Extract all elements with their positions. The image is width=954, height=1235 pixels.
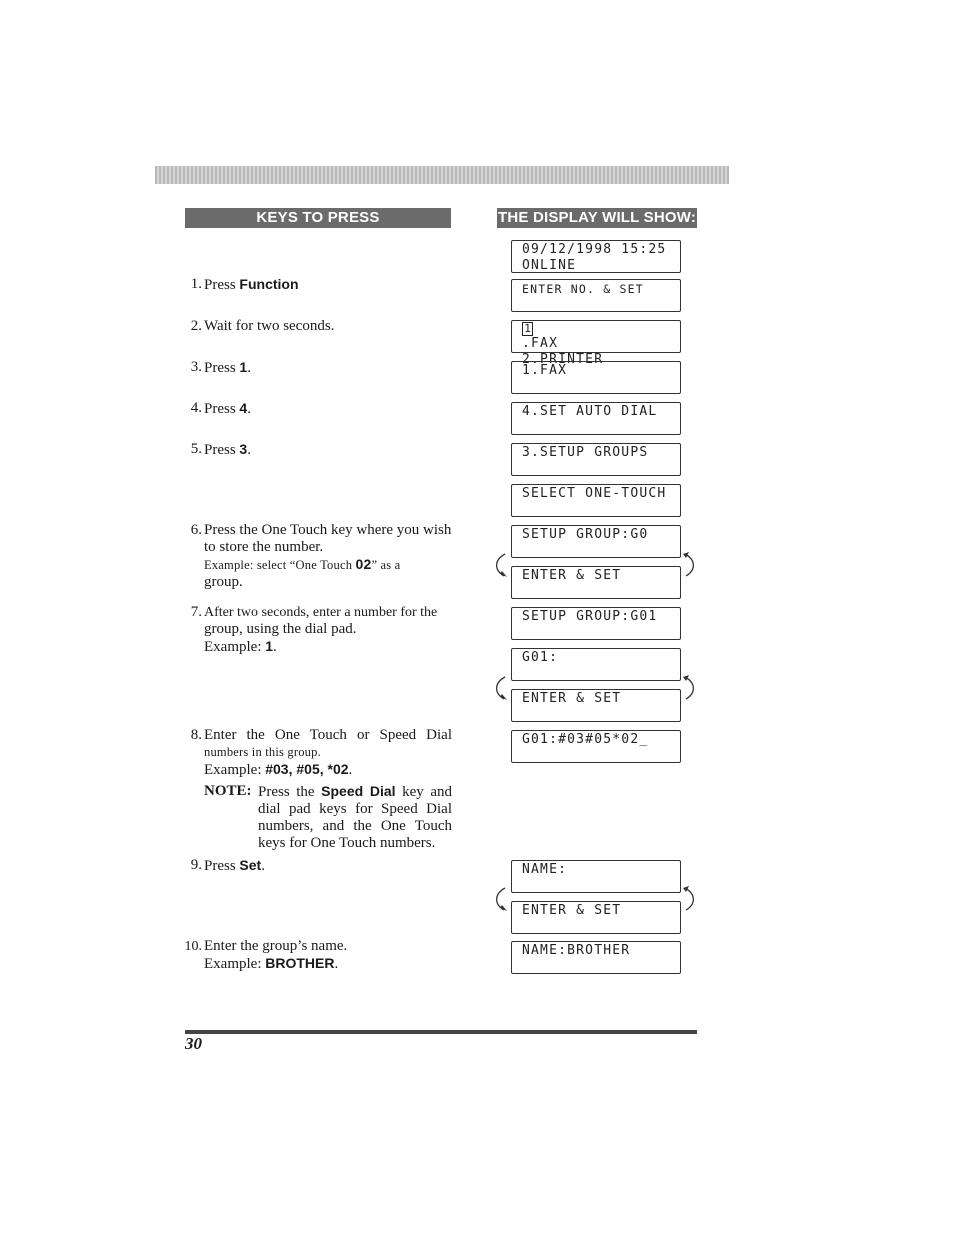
- step-1: 1. Press Function: [190, 276, 299, 293]
- step-4: 4. Press 4.: [190, 400, 251, 417]
- display-will-show-header: THE DISPLAY WILL SHOW:: [497, 209, 697, 226]
- key-1: 1: [239, 359, 248, 375]
- lcd-display: 4.SET AUTO DIAL: [511, 402, 681, 435]
- lcd-display: SETUP GROUP:G01: [511, 607, 681, 640]
- key-3: 3: [239, 441, 248, 457]
- lcd-display: ENTER NO. & SET: [511, 279, 681, 312]
- note: NOTE: Press the Speed Dial key and dial pad keys for Speed Dial numbers, and the One Touch keys for One Touch numbers.: [204, 783, 452, 851]
- page-number: 30: [185, 1034, 202, 1053]
- lcd-display: NAME:BROTHER: [511, 941, 681, 974]
- lcd-display: NAME:: [511, 860, 681, 893]
- lcd-display: G01:: [511, 648, 681, 681]
- top-decorative-band: [155, 166, 729, 184]
- key-set: Set: [239, 857, 262, 873]
- step-3: 3. Press 1.: [190, 359, 251, 376]
- lcd-display: SETUP GROUP:G0: [511, 525, 681, 558]
- step-2: 2. Wait for two seconds.: [190, 318, 335, 334]
- lcd-display: 09/12/1998 15:25 ONLINE: [511, 240, 681, 273]
- lcd-display: SELECT ONE-TOUCH: [511, 484, 681, 517]
- keys-to-press-header: KEYS TO PRESS: [185, 208, 451, 228]
- lcd-display: 1 .FAX 2.PRINTER: [511, 320, 681, 353]
- key-4: 4: [239, 400, 248, 416]
- step-6: 6. Press the One Touch key where you wish to store the number. Example: select “One Touch 02” as a group.: [190, 522, 452, 590]
- lcd-display: ENTER & SET: [511, 901, 681, 934]
- bottom-rule: [185, 1030, 697, 1034]
- lcd-display: ENTER & SET: [511, 689, 681, 722]
- step-5: 5. Press 3.: [190, 441, 251, 458]
- lcd-display: 3.SETUP GROUPS: [511, 443, 681, 476]
- lcd-display: 1.FAX: [511, 361, 681, 394]
- step-9: 9. Press Set.: [190, 857, 265, 874]
- lcd-display: G01:#03#05*02_: [511, 730, 681, 763]
- step-10: 10. Enter the group’s name. Example: BROTHER.: [184, 938, 348, 972]
- cursor-box-icon: 1: [522, 322, 533, 336]
- lcd-display: ENTER & SET: [511, 566, 681, 599]
- step-8: 8. Enter the One Touch or Speed Dial numbers in this group. Example: #03, #05, *02. NOTE: Press the Speed Dial key and dial pad keys for Speed Dial numbers, and the One Touch keys for One Touch numbers.: [190, 727, 452, 851]
- step-7: 7. After two seconds, enter a number for the group, using the dial pad. Example: 1.: [190, 604, 438, 655]
- key-function: Function: [239, 276, 299, 292]
